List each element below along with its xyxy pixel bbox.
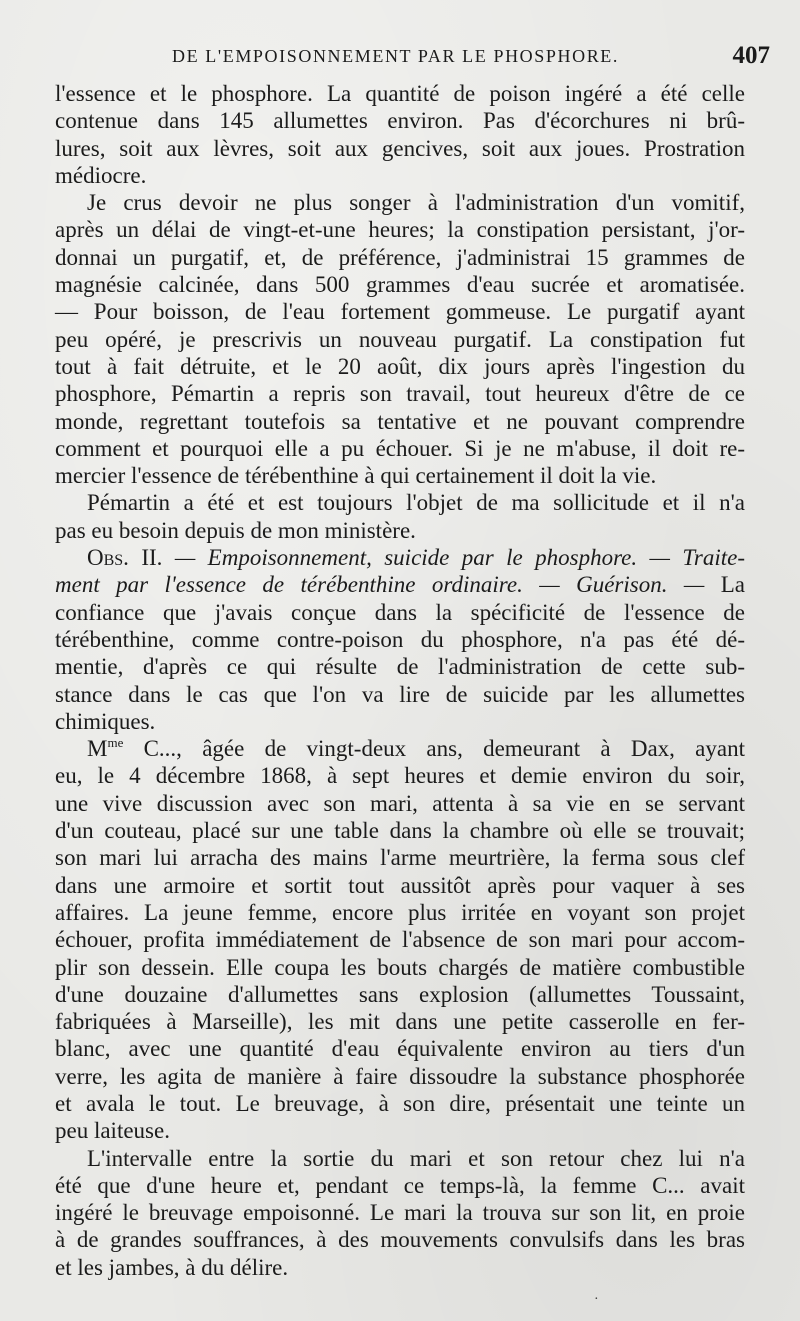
title-abbrev-sup: me	[107, 735, 124, 751]
text-line: affaires. La jeune femme, encore plus irritée en voyant son projet	[55, 899, 745, 925]
text-line: d'une douzaine d'allumettes sans explosion (allumettes Toussaint,	[55, 981, 745, 1007]
text-line: phosphore, Pémartin a repris son travail, tout heureux d'être de ce	[55, 381, 745, 407]
observation-title-cont: ment par l'essence de térébenthine ordinaire. — Guérison. —	[55, 572, 705, 598]
observation-title: — Empoisonnement, suicide par le phosphore. — Traite-	[174, 545, 746, 571]
text-line: et les jambes, à du délire.	[55, 1254, 289, 1280]
text-line: l'essence et le phosphore. La quantité de poison ingéré a été celle	[55, 81, 745, 106]
text-line: blanc, avec une quantité d'eau équivalente environ au tiers d'un	[55, 1036, 745, 1062]
text-line: tout à fait détruite, et le 20 août, dix jours après l'ingestion du	[55, 353, 745, 379]
text-line: contenue dans 145 allumettes environ. Pas d'écorchures ni brû-	[55, 108, 745, 134]
text-line: dans une armoire et sortit tout aussitôt après pour vaquer à ses	[55, 872, 745, 898]
text-line: peu laiteuse.	[55, 1118, 170, 1144]
paragraph	[55, 735, 745, 1144]
observation-heading-line	[55, 544, 745, 571]
text-line: térébenthine, comme contre-poison du phosphore, n'a pas été dé-	[55, 626, 745, 652]
paragraph	[55, 489, 745, 544]
text-line: mercier l'essence de térébenthine à qui certainement il doit la vie.	[55, 463, 657, 489]
text-line: Pémartin a été et est toujours l'objet de ma sollicitude et il n'a	[87, 490, 745, 516]
body-text	[55, 80, 745, 1281]
text-line: magnésie calcinée, dans 500 grammes d'eau sucrée et aromatisée.	[55, 272, 745, 298]
text-line: verre, les agita de manière à faire dissoudre la substance phosphorée	[55, 1063, 745, 1089]
text-line: échouer, profita immédiatement de l'absence de son mari pour accom-	[55, 927, 745, 953]
title-abbrev: M	[87, 736, 108, 762]
observation-heading-line	[55, 571, 745, 598]
text-line: stance dans le cas que l'on va lire de suicide par les allumettes	[55, 681, 745, 707]
text-line: plir son dessein. Elle coupa les bouts chargés de matière combustible	[55, 954, 745, 980]
text-line: d'un couteau, placé sur une table dans la chambre où elle se trouvait;	[55, 818, 745, 844]
text-line: L'intervalle entre la sortie du mari et son retour chez lui n'a	[87, 1145, 745, 1171]
text-line: monde, regrettant toutefois sa tentative et ne pouvant comprendre	[55, 408, 745, 434]
page-number: 407	[732, 42, 770, 69]
running-header	[62, 42, 772, 78]
text-line-rest: C..., âgée de vingt-deux ans, demeurant à Dax, ayant	[123, 736, 745, 762]
paragraph	[55, 1145, 745, 1281]
observation-paragraph	[55, 544, 745, 735]
text-line: après un délai de vingt-et-une heures; la constipation persistant, j'or-	[55, 217, 745, 243]
text-line: confiance que j'avais conçue dans la spécificité de l'essence de	[55, 599, 745, 625]
text-line: et avala le tout. Le breuvage, à son dire, présentait une teinte un	[55, 1090, 745, 1116]
text-line: une vive discussion avec son mari, attenta à sa vie en se servant	[55, 790, 745, 816]
text-line: chimiques.	[55, 708, 156, 734]
paragraph	[55, 189, 745, 489]
ink-speck: ·	[594, 1292, 599, 1307]
text-line: son mari lui arracha des mains l'arme meurtrière, la ferma sous clef	[55, 845, 745, 871]
text-line: mentie, d'après ce qui résulte de l'administration de cette sub-	[55, 654, 745, 680]
text-line: eu, le 4 décembre 1868, à sept heures et demie environ du soir,	[55, 763, 745, 789]
text-line: pas eu besoin depuis de mon ministère.	[55, 517, 416, 543]
paragraph	[55, 80, 745, 189]
observation-text-start: La	[720, 572, 746, 598]
text-line	[55, 735, 745, 762]
text-line: ingéré le breuvage empoisonné. Le mari la trouva sur son lit, en proie	[55, 1200, 745, 1226]
text-line: médiocre.	[55, 162, 147, 188]
text-line: fabriquées à Marseille), les mit dans une petite casserolle en fer-	[55, 1009, 745, 1035]
running-title: DE L'EMPOISONNEMENT PAR LE PHOSPHORE.	[172, 46, 619, 66]
text-line: Je crus devoir ne plus songer à l'administration d'un vomitif,	[87, 190, 745, 216]
text-line: à de grandes souffrances, à des mouvements convulsifs dans les bras	[55, 1227, 745, 1253]
text-line: — Pour boisson, de l'eau fortement gommeuse. Le purgatif ayant	[55, 299, 745, 325]
text-line: comment et pourquoi elle a pu échouer. Si je ne m'abuse, il doit re-	[55, 435, 745, 461]
text-line: donnai un purgatif, et, de préférence, j'administrai 15 grammes de	[55, 244, 745, 270]
text-line: peu opéré, je prescrivis un nouveau purgatif. La constipation fut	[55, 326, 745, 352]
text-line: été que d'une heure et, pendant ce temps-là, la femme C... avait	[55, 1172, 745, 1198]
observation-label: Obs. II.	[87, 545, 163, 571]
text-line: lures, soit aux lèvres, soit aux gencives, soit aux joues. Prostration	[55, 135, 745, 161]
